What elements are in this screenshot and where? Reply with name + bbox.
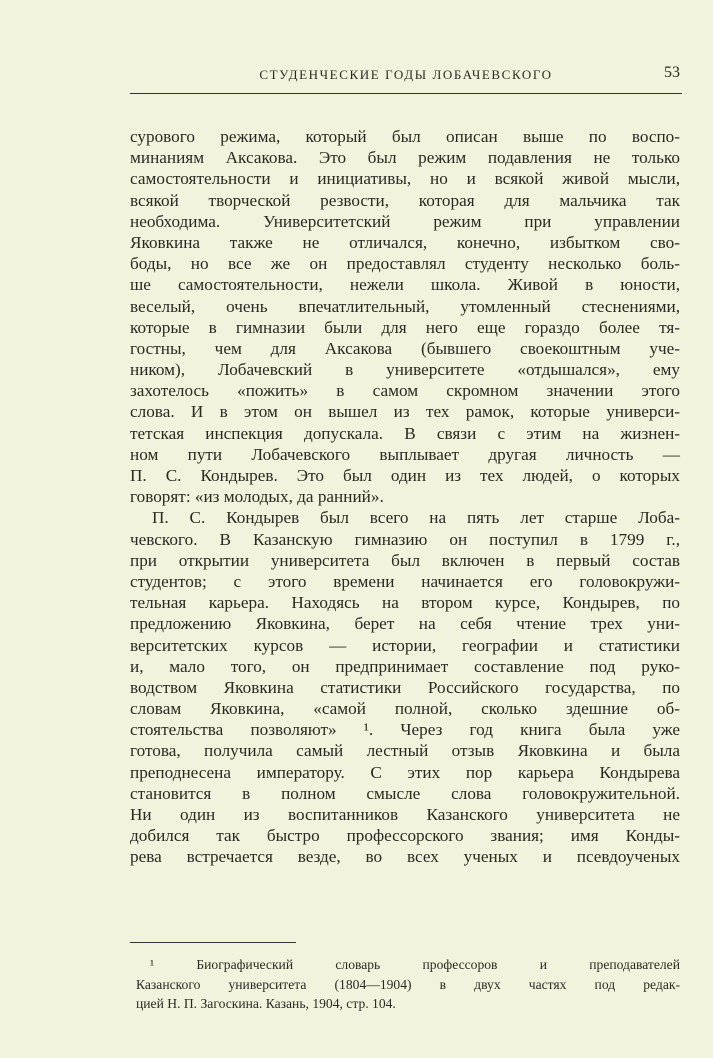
text-line: добился так быстро профессорского звания; имя Конды- (130, 826, 680, 846)
text-line: предложению Яковкина, берет на себя чтение трех уни- (130, 614, 680, 634)
running-title: СТУДЕНЧЕСКИЕ ГОДЫ ЛОБАЧЕВСКОГО (259, 67, 553, 82)
text-line: становится в полном смысле слова головокружительной. (130, 783, 680, 803)
text-line: водством Яковкина статистики Российского государства, по (130, 677, 680, 697)
text-line: боды, но все же он предоставлял студенту несколько боль- (130, 254, 680, 274)
page-number: 53 (664, 64, 680, 81)
text-line: ником), Лобачевский в университете «отдышался», ему (130, 360, 680, 380)
header-rule (130, 93, 682, 94)
text-line: гостны, чем для Аксакова (бывшего своекоштным уче- (130, 338, 680, 358)
text-line: необходима. Университетский режим при управлении (130, 211, 680, 231)
text-line: рева встречается везде, во всех ученых и псевдоученых (130, 847, 680, 867)
text-line: готова, получила самый лестный отзыв Яковкина и была (130, 741, 680, 761)
paragraph-end-line: говорят: «из молодых, да ранний». (130, 487, 384, 507)
text-line: Ни один из воспитанников Казанского университета не (130, 805, 680, 824)
text-line: веселый, очень впечатлительный, утомленный стеснениями, (130, 296, 680, 316)
text-line: самостоятельности и инициативы, но и всякой живой мысли, (130, 169, 680, 189)
text-line: сурового режима, который был описан выше по воспо- (130, 127, 680, 146)
footnote (136, 955, 680, 1014)
paragraph-start-line: П. С. Кондырев был всего на пять лет старше Лоба- (152, 508, 680, 528)
text-line-with-footnote-ref: стоятельства позволяют» ¹. Через год книга была уже (130, 720, 680, 740)
text-line: при открытии университета был включен в первый состав (130, 550, 680, 570)
text-line: Яковкина также не отличался, конечно, избытком сво- (130, 232, 680, 252)
text-line: ше самостоятельности, нежели школа. Живой в юности, (130, 275, 680, 295)
text-line: словам Яковкина, «самой полной, сколько здешние об- (130, 699, 680, 719)
text-line: студентов; с этого времени начинается его головокружи- (130, 571, 680, 591)
text-line: которые в гимназии были для него еще гораздо более тя- (130, 317, 680, 337)
footnote-line: ¹ Биографический словарь профессоров и преподавателей (150, 957, 680, 972)
footnote-line: Казанского университета (1804—1904) в двух частях под редак- (136, 976, 680, 992)
footnote-rule (130, 942, 296, 943)
text-line: всякой творческой резвости, которая для мальчика так (130, 190, 680, 210)
footnote-line: цией Н. П. Загоскина. Казань, 1904, стр. 104. (136, 996, 396, 1011)
text-line: П. С. Кондырев. Это был один из тех людей, о которых (130, 466, 680, 485)
text-line: верситетских курсов — истории, географии и статистики (130, 635, 680, 655)
text-line: слова. И в этом он вышел из тех рамок, которые универси- (130, 402, 680, 422)
body-text (130, 126, 680, 868)
text-line: преподнесена императору. С этих пор карьера Кондырева (130, 762, 680, 782)
text-line: захотелось «пожить» в самом скромном значении этого (130, 381, 680, 401)
text-line: чевского. В Казанскую гимназию он поступил в 1799 г., (130, 529, 680, 549)
text-line: ном пути Лобачевского выплывает другая личность — (130, 444, 680, 464)
text-line: тетская инспекция допускала. В связи с этим на жизнен- (130, 423, 680, 443)
text-line: и, мало того, он предпринимает составление под руко- (130, 656, 680, 676)
running-header (130, 64, 682, 88)
text-line: минаниям Аксакова. Это был режим подавления не только (130, 148, 680, 168)
text-line: тельная карьера. Находясь на втором курсе, Кондырев, по (130, 593, 680, 613)
